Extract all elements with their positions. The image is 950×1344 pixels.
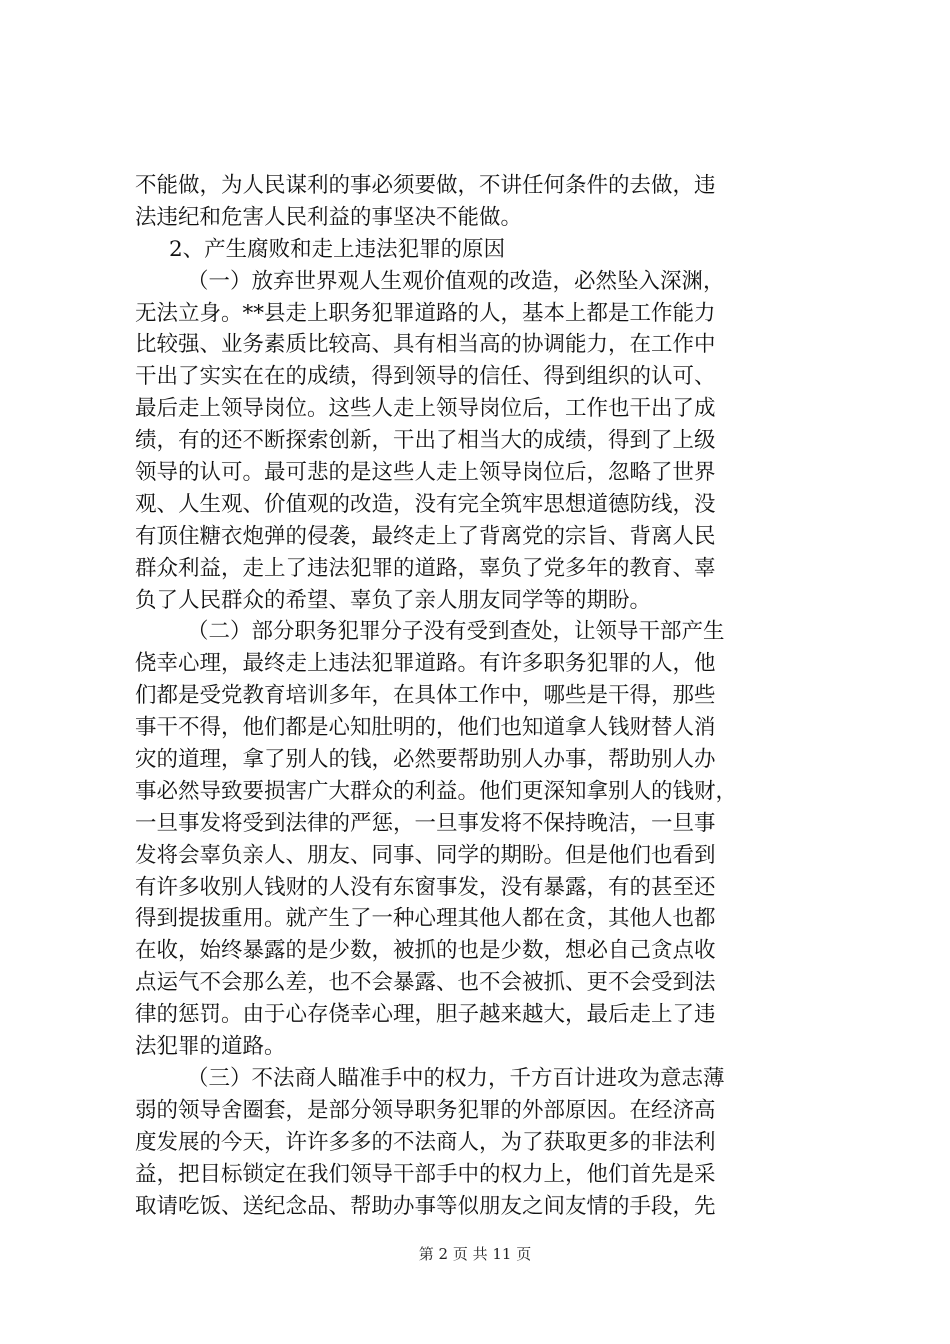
text-line: 法犯罪的道路。	[135, 1034, 286, 1060]
text-line: （二）部分职务犯罪分子没有受到查处，让领导干部产生	[187, 619, 725, 645]
text-line: 有许多收别人钱财的人没有东窗事发，没有暴露，有的甚至还	[135, 874, 716, 900]
text-line: 干出了实实在在的成绩，得到领导的信任、得到组织的认可、	[135, 364, 716, 390]
text-line: 律的惩罚。由于心存侥幸心理，胆子越来越大，最后走上了违	[135, 1002, 716, 1028]
text-line: 一旦事发将受到法律的严惩，一旦事发将不保持晚洁，一旦事	[135, 810, 716, 836]
text-line: 绩，有的还不断探索创新，干出了相当大的成绩，得到了上级	[135, 428, 716, 454]
text-line: 弱的领导舍圈套，是部分领导职务犯罪的外部原因。在经济高	[135, 1097, 716, 1123]
text-line: 点运气不会那么差，也不会暴露、也不会被抓、更不会受到法	[135, 970, 716, 996]
text-line: 法违纪和危害人民利益的事坚决不能做。	[135, 204, 523, 230]
text-line: 取请吃饭、送纪念品、帮助办事等似朋友之间友情的手段，先	[135, 1193, 716, 1219]
text-line: 在收，始终暴露的是少数，被抓的也是少数，想必自己贪点收	[135, 938, 716, 964]
text-line: 灾的道理，拿了别人的钱，必然要帮助别人办事，帮助别人办	[135, 747, 716, 773]
text-line: 比较强、业务素质比较高、具有相当高的协调能力，在工作中	[135, 332, 716, 358]
text-line: 有顶住糖衣炮弹的侵袭，最终走上了背离党的宗旨、背离人民	[135, 523, 716, 549]
text-line: 事干不得，他们都是心知肚明的，他们也知道拿人钱财替人消	[135, 715, 716, 741]
text-line: 领导的认可。最可悲的是这些人走上领导岗位后，忽略了世界	[135, 460, 716, 486]
document-body	[135, 170, 825, 1222]
page-footer: 第 2 页 共 11 页	[418, 1245, 532, 1263]
text-line: 观、人生观、价值观的改造，没有完全筑牢思想道德防线，没	[135, 491, 716, 517]
text-line: 群众利益，走上了违法犯罪的道路，辜负了党多年的教育、辜	[135, 555, 716, 581]
text-line: （一）放弃世界观人生观价值观的改造，必然坠入深渊，	[187, 268, 725, 294]
text-line: 们都是受党教育培训多年，在具体工作中，哪些是干得，那些	[135, 683, 716, 709]
text-line: 无法立身。**县走上职务犯罪道路的人，基本上都是工作能力	[135, 300, 716, 326]
text-line: 侥幸心理，最终走上违法犯罪道路。有许多职务犯罪的人，他	[135, 651, 716, 677]
text-line: 负了人民群众的希望、辜负了亲人朋友同学等的期盼。	[135, 587, 652, 613]
text-line: 度发展的今天，许许多多的不法商人，为了获取更多的非法利	[135, 1129, 716, 1155]
text-line: （三）不法商人瞄准手中的权力，千方百计进攻为意志薄	[187, 1065, 725, 1091]
text-line: 益，把目标锁定在我们领导干部手中的权力上，他们首先是采	[135, 1161, 716, 1187]
text-line: 事必然导致要损害广大群众的利益。他们更深知拿别人的钱财，	[135, 778, 738, 804]
text-line: 2、产生腐败和走上违法犯罪的原因	[169, 236, 506, 262]
text-line: 不能做，为人民谋利的事必须要做，不讲任何条件的去做，违	[135, 173, 716, 198]
text-line: 得到提拔重用。就产生了一种心理其他人都在贪，其他人也都	[135, 906, 716, 932]
text-line: 最后走上领导岗位。这些人走上领导岗位后，工作也干出了成	[135, 396, 716, 422]
text-line: 发将会辜负亲人、朋友、同事、同学的期盼。但是他们也看到	[135, 842, 716, 868]
